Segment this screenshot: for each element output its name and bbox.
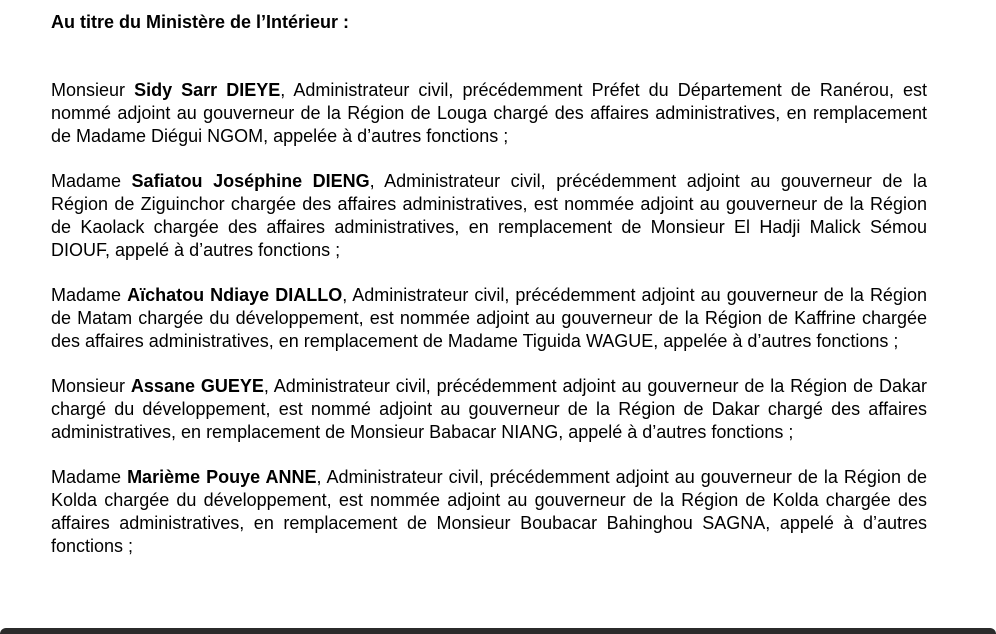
appointment-text: , Administrateur civil, précédemment adjoint au gouverneur de la Région de Ziguinchor chargée des affaires administratives, est nommée adjoint au gouverneur de la Région de Kaolack chargée des affaires administratives, en remplacement de Monsieur El Hadji Malick Sémou DIOUF, appelé à d’autres fonctions ; — [51, 171, 927, 260]
appointment-text: , Administrateur civil, précédemment adjoint au gouverneur de la Région de Matam chargée du développement, est nommée adjoint au gouverneur de la Région de Kaffrine chargée des affaires administratives, en remplacement de Madame Tiguida WAGUE, appelée à d’autres fonctions ; — [51, 285, 927, 351]
person-name: Marième Pouye ANNE — [127, 467, 317, 487]
appointment-text: , Administrateur civil, précédemment Préfet du Département de Ranérou, est nommé adjoint au gouverneur de la Région de Louga chargé des affaires administratives, en remplacement de Madame Diégui NGOM, appelée à d’autres fonctions ; — [51, 80, 928, 146]
appointment-paragraph — [51, 284, 927, 353]
person-name: Aïchatou Ndiaye DIALLO — [127, 285, 343, 305]
appointment-text: , Administrateur civil, précédemment adjoint au gouverneur de la Région de Dakar chargé du développement, est nommé adjoint au gouverneur de la Région de Dakar chargé des affaires administratives, en remplacement de Monsieur Babacar NIANG, appelé à d’autres fonctions ; — [51, 376, 927, 442]
appointment-text: , Administrateur civil, précédemment adjoint au gouverneur de la Région de Kolda chargée du développement, est nommée adjoint au gouverneur de la Région de Kolda chargée des affaires administratives, en remplacement de Monsieur Boubacar Bahinghou SAGNA, appelé à d’autres fonctions ; — [51, 467, 927, 556]
section-heading: Au titre du Ministère de l’Intérieur : — [51, 12, 350, 32]
civility: Madame — [51, 467, 128, 487]
civility: Monsieur — [51, 80, 135, 100]
person-name: Assane GUEYE — [130, 376, 264, 396]
person-name: Sidy Sarr DIEYE — [134, 80, 281, 100]
appointment-paragraph — [51, 466, 927, 558]
civility: Monsieur — [51, 376, 131, 396]
appointment-paragraph — [51, 375, 927, 444]
civility: Madame — [51, 285, 128, 305]
document-body — [51, 11, 927, 580]
page-bottom-edge — [0, 628, 996, 634]
civility: Madame — [51, 171, 132, 191]
person-name: Safiatou Joséphine DIENG — [131, 171, 370, 191]
appointment-paragraph — [51, 170, 927, 262]
appointment-paragraph — [51, 79, 927, 148]
